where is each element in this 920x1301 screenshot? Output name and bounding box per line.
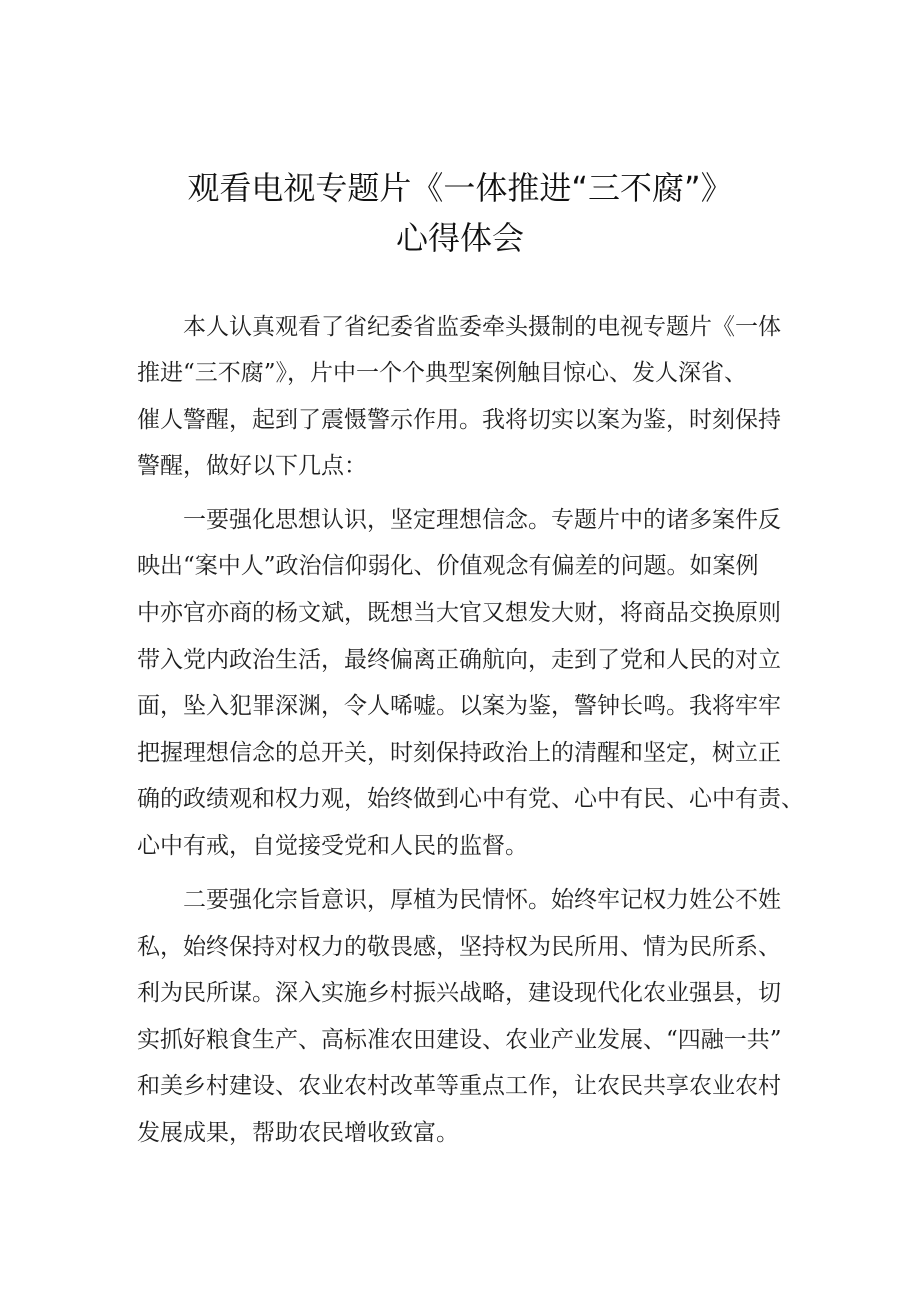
paragraph-1-line-4: 警醒，做好以下几点： [137, 453, 367, 479]
paragraph-3-line-4: 实抓好粮食生产、高标准农田建设、农业产业发展、“四融一共” [137, 1027, 782, 1053]
paragraph-2-line-4: 带入党内政治生活，最终偏离正确航向，走到了党和人民的对立 [137, 647, 781, 673]
paragraph-2-line-8: 心中有戒，自觉接受党和人民的监督。 [137, 833, 528, 859]
paragraph-2-line-5: 面，坠入犯罪深渊，令人唏嘘。以案为鉴，警钟长鸣。我将牢牢 [137, 693, 781, 719]
document-title-line-2: 心得体会 [395, 219, 524, 257]
paragraph-2-line-3: 中亦官亦商的杨文斌，既想当大官又想发大财，将商品交换原则 [137, 600, 781, 626]
paragraph-3-line-1: 二要强化宗旨意识，厚植为民情怀。始终牢记权力姓公不姓 [183, 887, 781, 913]
paragraph-2-line-6: 把握理想信念的总开关，时刻保持政治上的清醒和坚定，树立正 [137, 740, 781, 766]
paragraph-3-line-5: 和美乡村建设、农业农村改革等重点工作，让农民共享农业农村 [137, 1073, 781, 1099]
paragraph-3-line-2: 私，始终保持对权力的敬畏感，坚持权为民所用、情为民所系、 [137, 934, 781, 960]
paragraph-2-line-7: 确的政绩观和权力观，始终做到心中有党、心中有民、心中有责、 [137, 786, 804, 812]
paragraph-3-line-6: 发展成果，帮助农民增收致富。 [137, 1120, 459, 1146]
paragraph-2-line-2: 映出“案中人”政治信仰弱化、价值观念有偏差的问题。如案例 [137, 553, 759, 579]
paragraph-2-line-1: 一要强化思想认识，坚定理想信念。专题片中的诸多案件反 [183, 507, 781, 533]
document-title-line-1: 观看电视专题片《一体推进“三不腐”》 [187, 169, 733, 207]
paragraph-1-line-3: 催人警醒，起到了震慑警示作用。我将切实以案为鉴，时刻保持 [137, 407, 781, 433]
paragraph-3-line-3: 利为民所谋。深入实施乡村振兴战略，建设现代化农业强县，切 [137, 980, 781, 1006]
paragraph-1-line-2: 推进“三不腐”》，片中一个个典型案例触目惊心、发人深省、 [137, 360, 748, 386]
paragraph-1-line-1: 本人认真观看了省纪委省监委牵头摄制的电视专题片《一体 [183, 314, 781, 340]
